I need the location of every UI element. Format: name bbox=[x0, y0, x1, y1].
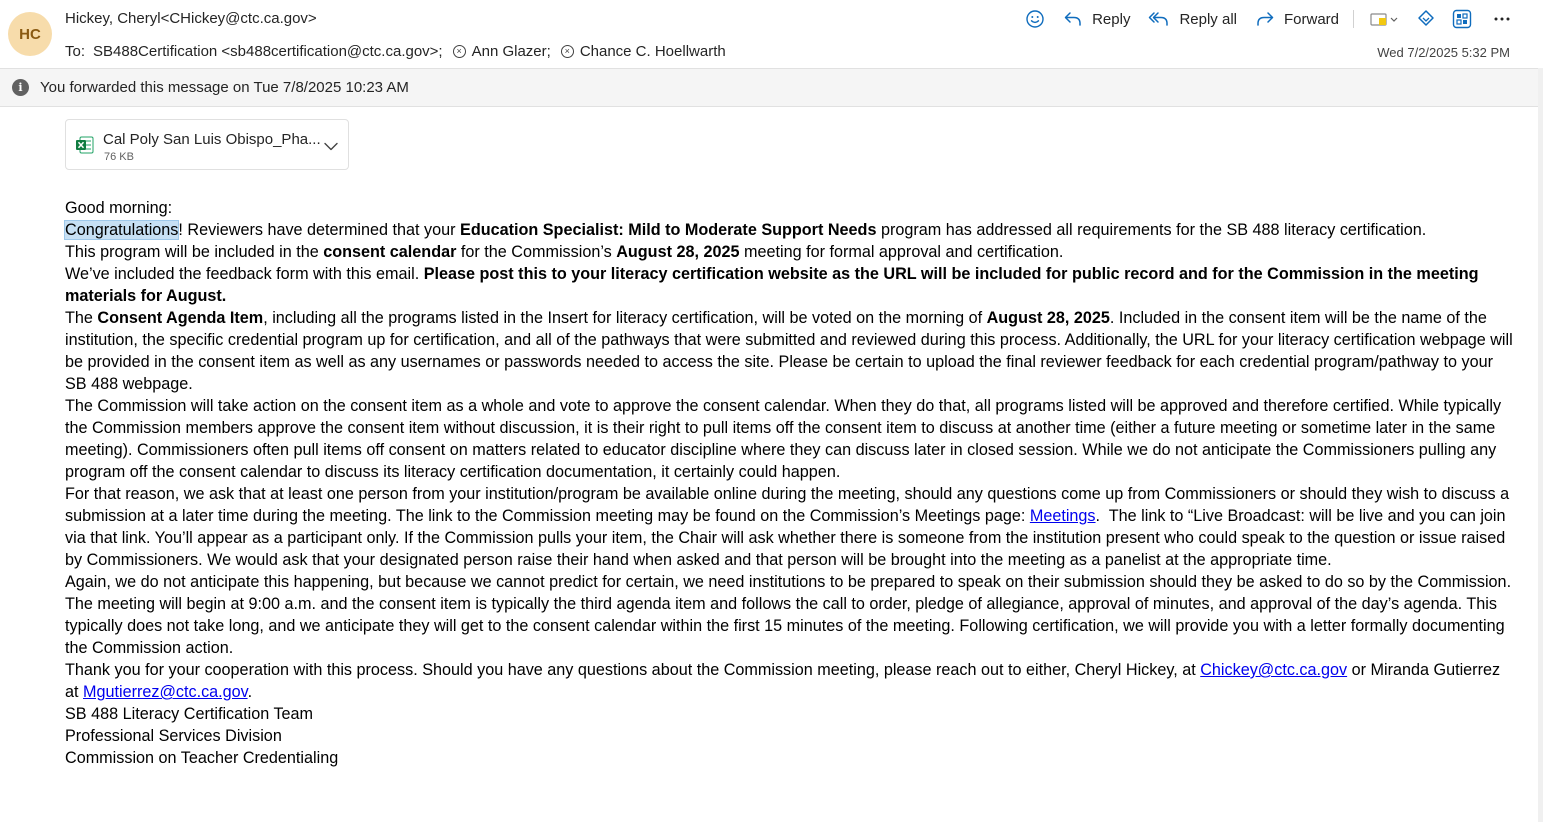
apps-icon[interactable] bbox=[1452, 9, 1472, 29]
meeting-date: August 28, 2025 bbox=[986, 309, 1110, 327]
sender[interactable]: Hickey, Cheryl<CHickey@ctc.ca.gov> bbox=[65, 10, 317, 27]
emoji-icon[interactable] bbox=[1025, 9, 1045, 29]
recipient-ann-glazer[interactable] bbox=[453, 43, 551, 60]
message-header bbox=[0, 0, 1538, 69]
attachment-name: Cal Poly San Luis Obispo_Pha... bbox=[103, 131, 321, 148]
body-paragraph-2 bbox=[65, 241, 1515, 263]
signature-line-1: SB 488 Literacy Certification Team bbox=[65, 705, 314, 723]
body-paragraph-8: The meeting will begin at 9:00 a.m. and the consent item is typically the third agenda item and follows the call to order, pledge of allegiance, approval of minutes, and approval of the day’s agenda. This typically does not take long, and we anticipate they will get to the consent calendar within the first 15 minutes of the meeting. Following certification, we will provide you with a letter formally documenting the Commission action. bbox=[65, 595, 1505, 657]
text: meeting for formal approval and certification. bbox=[739, 243, 1064, 261]
text: For that reason, we ask that at least one person from your institution/program be available online during the meeting, should any questions come up from Commissioners or should they wish to discuss a submission at a later time during the meeting. The link to the Commission meeting may be found on the Commission’s Meetings page: bbox=[65, 485, 1510, 525]
recipient-chance-hoellwarth[interactable] bbox=[561, 43, 726, 60]
bold-text: consent calendar bbox=[323, 243, 457, 261]
recipients-line bbox=[65, 43, 736, 60]
attachment-card[interactable] bbox=[65, 119, 349, 170]
selected-text[interactable]: Congratulations bbox=[65, 221, 179, 239]
chevron-down-icon[interactable] bbox=[324, 138, 338, 156]
meeting-date: August 28, 2025 bbox=[616, 243, 740, 261]
reply-button[interactable] bbox=[1063, 10, 1130, 28]
text: Thank you for your cooperation with this process. Should you have any questions about the Commission meeting, please reach out to either, Cheryl Hickey, at bbox=[65, 661, 1201, 679]
excel-file-icon bbox=[75, 135, 95, 160]
text: or Miranda Gutierrez at bbox=[65, 661, 1501, 701]
forward-label: Forward bbox=[1283, 10, 1339, 28]
text: for the Commission’s bbox=[456, 243, 617, 261]
text: This program will be included in the bbox=[65, 243, 324, 261]
recipient-label: SB488Certification <sb488certification@ctc.ca.gov>; bbox=[93, 43, 443, 60]
toolbar-divider bbox=[1353, 10, 1354, 28]
signature-line-3: Commission on Teacher Credentialing bbox=[65, 749, 339, 767]
message-toolbar bbox=[1009, 6, 1510, 32]
text: The bbox=[65, 309, 98, 327]
text: We’ve included the feedback form with this email. bbox=[65, 265, 424, 283]
bold-text: Consent Agenda Item bbox=[97, 309, 264, 327]
body-paragraph-9 bbox=[65, 659, 1515, 703]
meetings-link[interactable]: Meetings bbox=[1029, 507, 1096, 525]
text: ! Reviewers have determined that your bbox=[178, 221, 461, 239]
body-paragraph-4 bbox=[65, 307, 1515, 395]
forward-button[interactable] bbox=[1255, 10, 1339, 28]
forwarded-info-text: You forwarded this message on Tue 7/8/2025 10:23 AM bbox=[40, 79, 409, 96]
message-date: Wed 7/2/2025 5:32 PM bbox=[1377, 45, 1510, 60]
body-paragraph-5: The Commission will take action on the consent item as a whole and vote to approve the consent calendar. When they do that, all programs listed will be approved and therefore certified. While typically the Commission members approve the consent item without discussion, it is their right to pull items off the consent item to discuss at another time (either a future meeting or sometime later in the same meeting). Commissioners often pull items off consent on matters related to educator discipline where they can discuss later in closed session. While we do not anticipate the Commissioners pulling any program off the consent calendar to discuss its literacy certification documentation, it certainly could happen. bbox=[65, 397, 1502, 481]
body-paragraph-7: Again, we do not anticipate this happening, but because we cannot predict for certain, we need institutions to be prepared to speak on their submission should they be asked to do so by the Commission. bbox=[65, 573, 1512, 591]
attachment-size: 76 KB bbox=[104, 151, 134, 163]
avatar[interactable]: HC bbox=[8, 12, 52, 56]
body-paragraph-6 bbox=[65, 483, 1515, 571]
program-name: Education Specialist: Mild to Moderate Support Needs bbox=[460, 221, 877, 239]
text: . bbox=[247, 683, 253, 701]
reply-label: Reply bbox=[1092, 10, 1131, 28]
reply-icon bbox=[1063, 10, 1083, 28]
recipient-sb488[interactable] bbox=[93, 43, 443, 60]
remove-recipient-icon: × bbox=[453, 45, 466, 58]
text: program has addressed all requirements for the SB 488 literacy certification. bbox=[876, 221, 1427, 239]
text: . Included in the consent item will be the name of the institution, the specific credential program up for certification, and all of the pathways that were submitted and reviewed during this process. Additionally, the URL for your literacy certification webpage will be provided in the consent item as well as any usernames or passwords needed to access the site. Please be certain to upload the final reviewer feedback for each credential program/pathway to your SB 488 webpage. bbox=[65, 309, 1513, 393]
reply-all-button[interactable] bbox=[1148, 10, 1237, 28]
body-paragraph-3 bbox=[65, 263, 1515, 307]
more-icon[interactable] bbox=[1494, 16, 1510, 22]
info-icon: i bbox=[12, 79, 29, 96]
forward-icon bbox=[1255, 10, 1275, 28]
reply-all-icon bbox=[1148, 10, 1170, 28]
body-paragraph-1 bbox=[65, 219, 1515, 241]
remove-recipient-icon: × bbox=[561, 45, 574, 58]
recipient-label: Ann Glazer; bbox=[471, 43, 551, 60]
copilot-icon[interactable] bbox=[1416, 9, 1436, 29]
text: . The link to “Live Broadcast: will be live and you can join via that link. You’ll appear as a participant only. If the Commission pulls your item, the Chair will ask whether there is someone from the institution present who could speak to the question or issue raised by Commissioners. We would ask that your designated person raise their hand when asked and that person will be brought into the meeting as a panelist at the appropriate time. bbox=[65, 507, 1511, 569]
greeting: Good morning: bbox=[65, 199, 173, 217]
forwarded-info-bar bbox=[0, 69, 1538, 107]
message-body bbox=[65, 197, 1515, 769]
signature-line-2: Professional Services Division bbox=[65, 727, 282, 745]
mgutierrez-email-link[interactable]: Mgutierrez@ctc.ca.gov bbox=[83, 683, 248, 701]
to-label: To: bbox=[65, 43, 86, 60]
reply-all-label: Reply all bbox=[1179, 10, 1237, 28]
bold-text: Please post this to your literacy certification website as the URL will be included for public record and for the Commission in the meeting materials for August. bbox=[65, 265, 1479, 305]
scrollbar[interactable] bbox=[1538, 68, 1543, 822]
text: , including all the programs listed in the Insert for literacy certification, will be voted on the morning of bbox=[263, 309, 987, 327]
tag-icon[interactable] bbox=[1370, 10, 1400, 28]
chickey-email-link[interactable]: Chickey@ctc.ca.gov bbox=[1200, 661, 1348, 679]
recipient-label: Chance C. Hoellwarth bbox=[579, 43, 726, 60]
